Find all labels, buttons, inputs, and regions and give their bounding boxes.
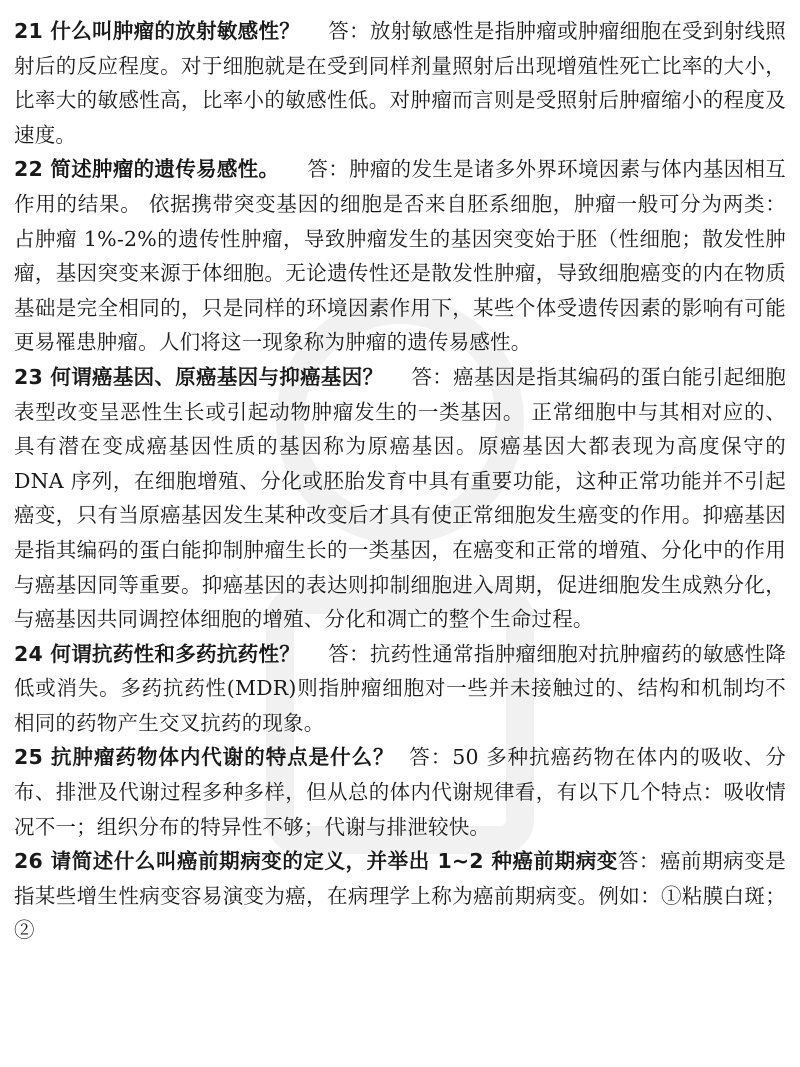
- answer-22: 答：肿瘤的发生是诸多外界环境因素与体内基因相互作用的结果。 依据携带突变基因的细胞是否来自胚系细胞，肿瘤一般可分为两类：占肿瘤 1%-2%的遗传性肿瘤，导致肿瘤发生的基因突变始于胚（性细胞；散发性肿瘤，基因突变来源于体细胞。无论遗传性还是散发性肿瘤，导致细胞癌变的内在物质基础是完全相同的，只是同样的环境因素作用下，某些个体受遗传因素的影响有可能更易罹患肿瘤。人们将这一现象称为肿瘤的遗传易感性。: [14, 157, 786, 355]
- qa-item-21: [14, 14, 786, 152]
- answer-26: 答：癌前期病变是指某些增生性病变容易演变为癌，在病理学上称为癌前期病变。例如：①粘膜白斑；②: [14, 849, 786, 943]
- answer-21: 答：放射敏感性是指肿瘤或肿瘤细胞在受到射线照射后的反应程度。对于细胞就是在受到同样剂量照射后出现增殖性死亡比率的大小，比率大的敏感性高，比率小的敏感性低。对肿瘤而言则是受照射后肿瘤缩小的程度及速度。: [14, 19, 786, 147]
- question-22: 22 简述肿瘤的遗传易感性。: [14, 157, 280, 182]
- answer-25: 答：50 多种抗癌药物在体内的吸收、分布、排泄及代谢过程多种多样，但从总的体内代谢规律看，有以下几个特点：吸收情况不一；组织分布的特异性不够；代谢与排泄较快。: [14, 745, 786, 839]
- qa-item-24: [14, 637, 786, 741]
- question-24: 24 何谓抗药性和多药抗药性？: [14, 641, 301, 666]
- answer-24: 答：抗药性通常指肿瘤细胞对抗肿瘤药的敏感性降低或消失。多药抗药性(MDR)则指肿瘤细胞对一些并未接触过的、结构和机制均不相同的药物产生交叉抗药的现象。: [14, 641, 786, 735]
- answer-23: 答：癌基因是指其编码的蛋白能引起细胞表型改变呈恶性生长或引起动物肿瘤发生的一类基因。 正常细胞中与其相对应的、具有潜在变成癌基因性质的基因称为原癌基因。原癌基因大都表现为高度保守的 DNA 序列，在细胞增殖、分化或胚胎发育中具有重要功能，这种正常功能并不引起癌变，只有当原癌基因发生某种改变后才具有使正常细胞发生癌变的作用。抑癌基因是指其编码的蛋白能抑制肿瘤生长的一类基因，在癌变和正常的增殖、分化中的作用与癌基因同等重要。抑癌基因的表达则抑制细胞进入周期，促进细胞发生成熟分化，与癌基因共同调控体细胞的增殖、分化和凋亡的整个生命过程。: [14, 364, 786, 632]
- qa-item-23: [14, 360, 786, 637]
- qa-item-26: [14, 844, 786, 948]
- document-body: [14, 14, 786, 948]
- question-23: 23 何谓癌基因、原癌基因与抑癌基因？: [14, 364, 384, 389]
- question-26: 26 请简述什么叫癌前期病变的定义，并举出 1~2 种癌前期病变: [14, 849, 618, 874]
- qa-item-25: [14, 740, 786, 844]
- question-25: 25 抗肿瘤药物体内代谢的特点是什么？: [14, 745, 395, 770]
- question-21: 21 什么叫肿瘤的放射敏感性？: [14, 19, 301, 43]
- qa-item-22: [14, 152, 786, 360]
